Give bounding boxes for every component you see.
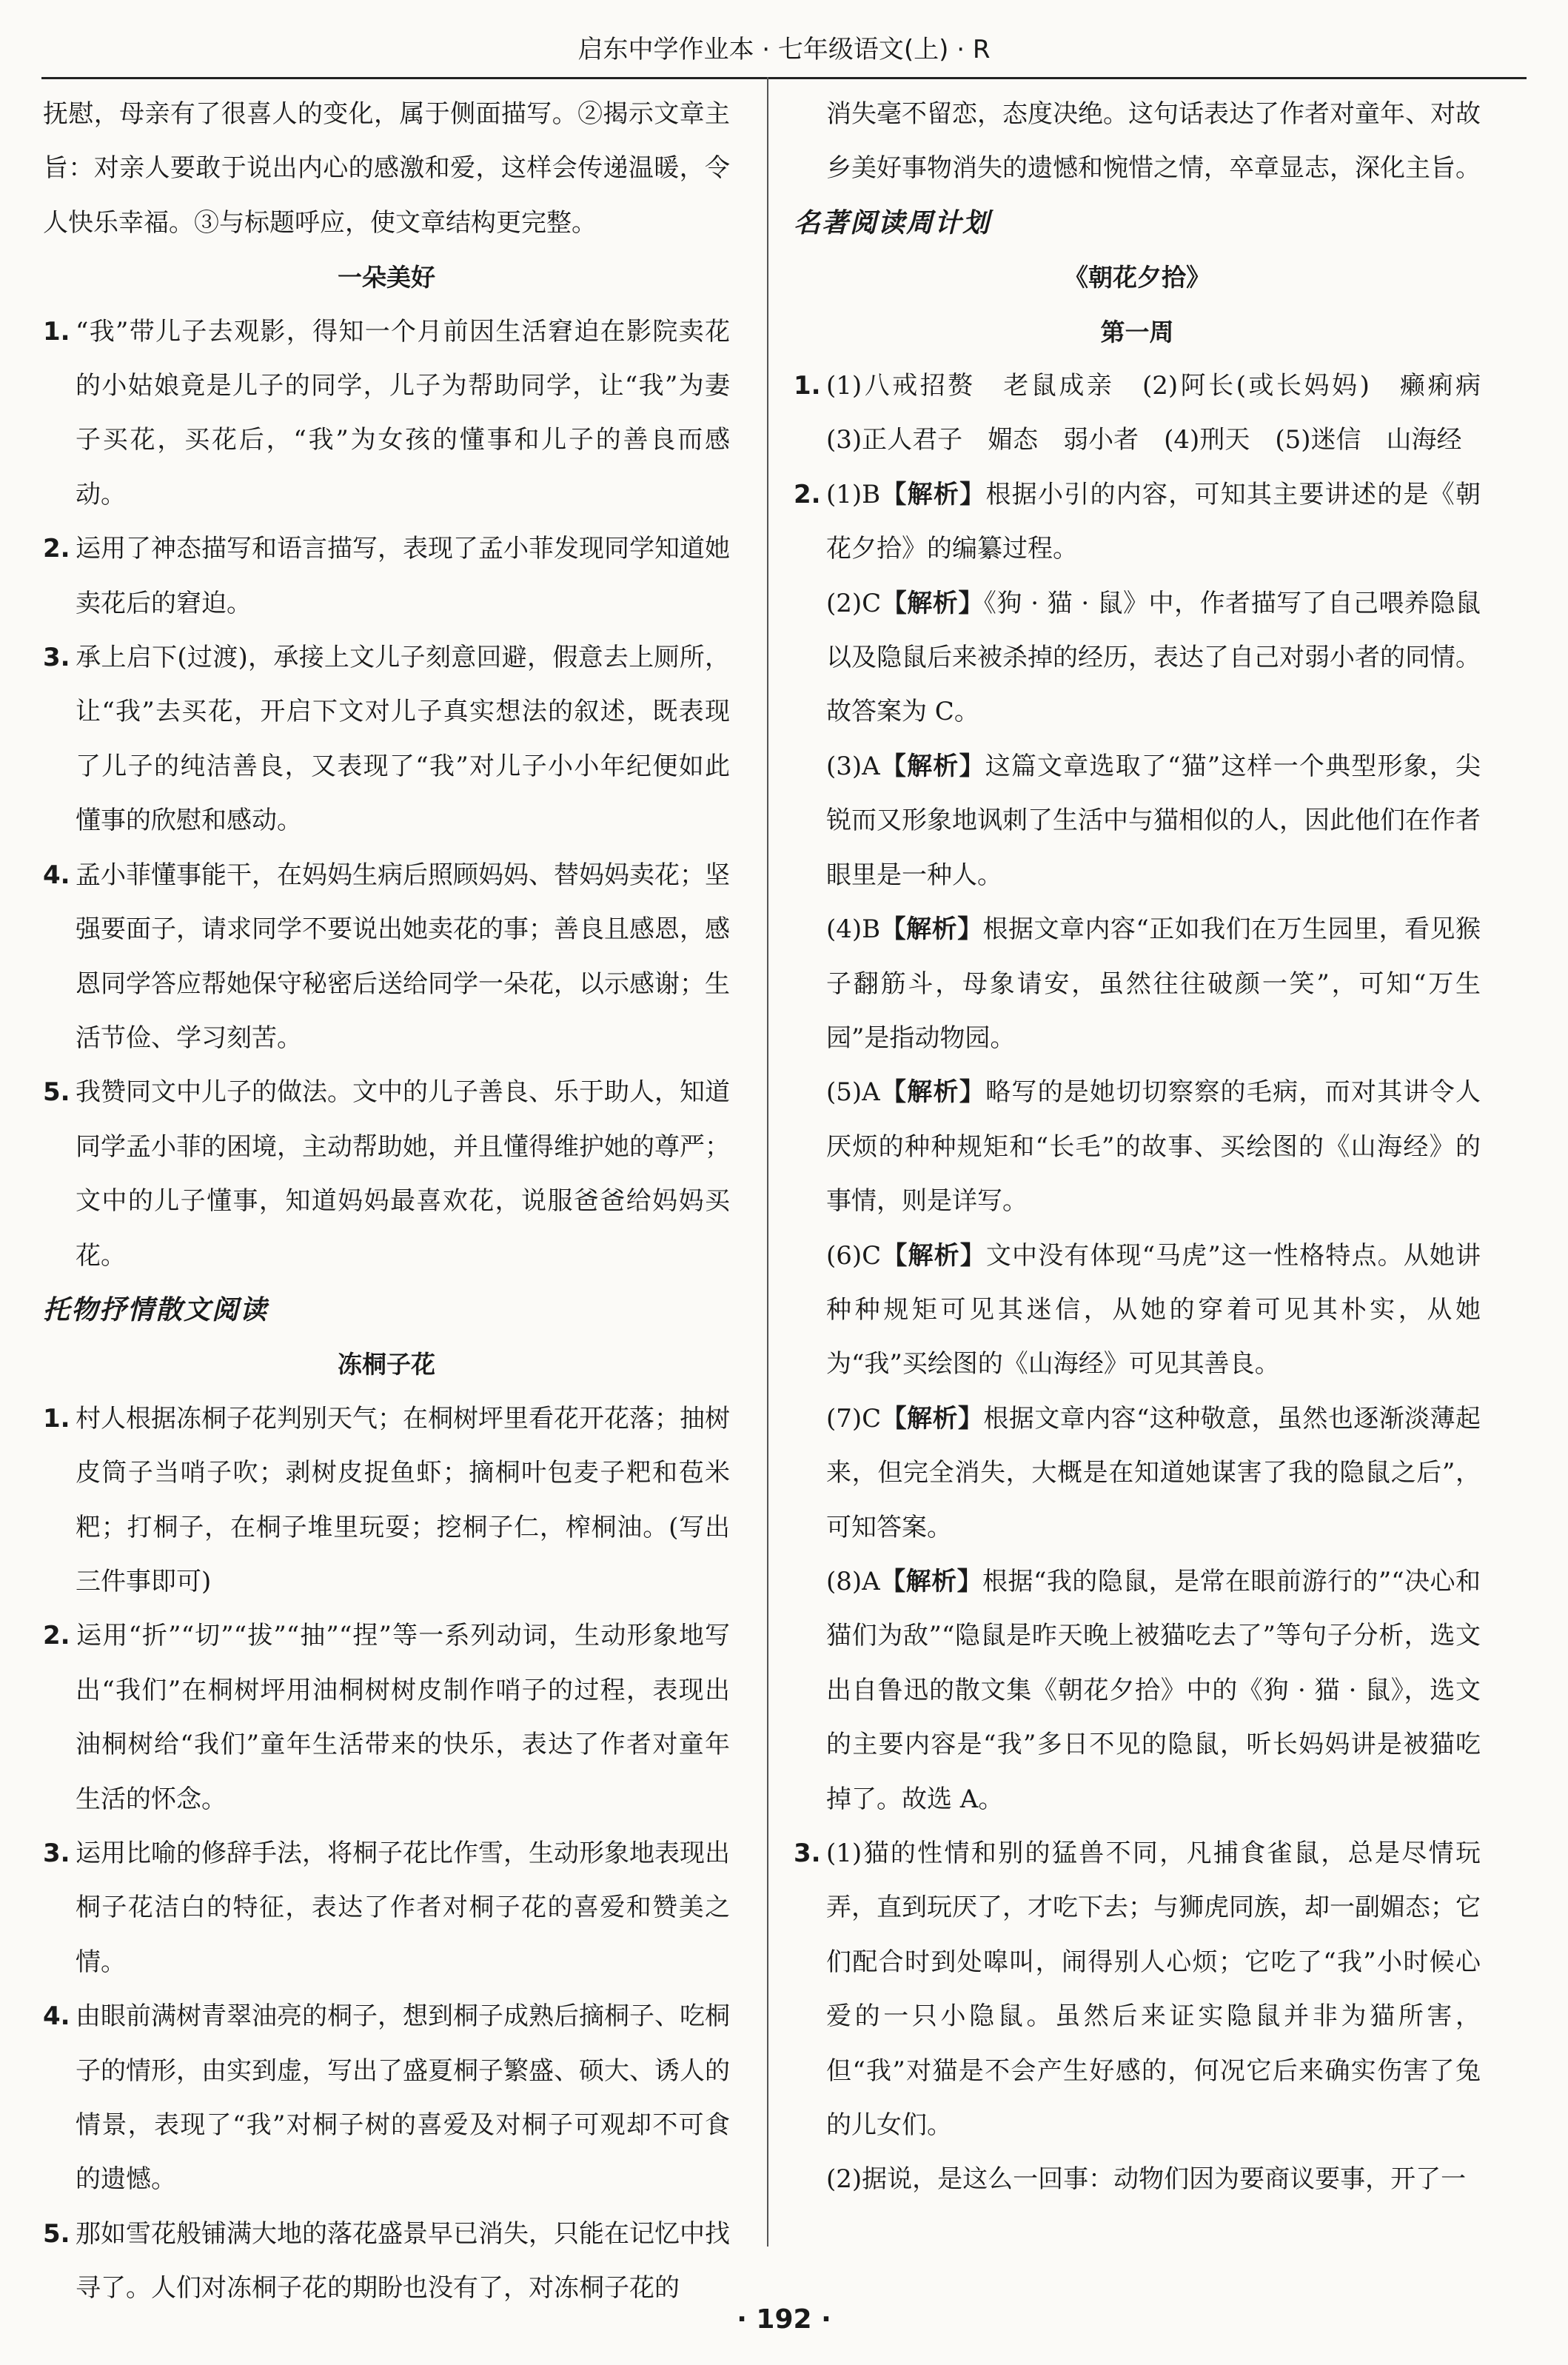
list-item: 2. 运用“折”“切”“拔”“抽”“捏”等一系列动词，生动形象地写出“我们”在桐树坪用油桐树树皮制作哨子的过程，表现出油桐树给“我们”童年生活带来的快乐，表达了作者对童年生活的怀念。 bbox=[43, 1621, 730, 1814]
page-number: · 192 · bbox=[737, 2304, 831, 2335]
sub-answer: (2)C【解析】《狗 · 猫 · 鼠》中，作者描写了自己喂养隐鼠以及隐鼠后来被杀掉的经历，表达了自己对弱小者的同情。故答案为 C。 bbox=[826, 588, 1481, 727]
section-title-yiduo-meihao: 一朵美好 bbox=[338, 263, 435, 292]
sub-answer: (8)A【解析】根据“我的隐鼠，是常在眼前游行的”“决心和猫们为敌”“隐鼠是昨天晚上被猫吃去了”等句子分析，选文出自鲁迅的散文集《朝花夕拾》中的《狗 · 猫 · 鼠》，选文的主要内容是“我”多日不见的隐鼠，听长妈妈讲是被猫吃掉了。故选 A。 bbox=[826, 1566, 1481, 1814]
list-item: 1. (1)八戒招赘 老鼠成亲 (2)阿长(或长妈妈) 癞痢病 (3)正人君子 媚态 弱小者 (4)刑天 (5)迷信 山海经 bbox=[794, 371, 1506, 455]
list-item: 1. 村人根据冻桐子花判别天气；在桐树坪里看花开花落；抽树皮筒子当哨子吹；剥树皮捉鱼虾；摘桐叶包麦子粑和苞米粑；打桐子，在桐子堆里玩耍；挖桐子仁，榨桐油。(写出三件事即可) bbox=[43, 1403, 730, 1596]
sub-answer: (2)据说，是这么一回事：动物们因为要商议要事，开了一 bbox=[826, 2164, 1467, 2195]
list-item: 2. (1)B【解析】根据小引的内容，可知其主要讲述的是《朝花夕拾》的编纂过程。 bbox=[794, 479, 1481, 564]
continued-paragraph: 消失毫不留恋，态度决绝。这句话表达了作者对童年、对故乡美好事物消失的遗憾和惋惜之情，卒章显志，深化主旨。 bbox=[826, 99, 1481, 184]
list-item: 3. 运用比喻的修辞手法，将桐子花比作雪，生动形象地表现出桐子花洁白的特征，表达了作者对桐子花的喜爱和赞美之情。 bbox=[43, 1839, 730, 1977]
left-column bbox=[43, 87, 730, 2316]
sub-answer: (6)C【解析】文中没有体现“马虎”这一性格特点。从她讲种种规矩可见其迷信，从她的穿着可见其朴实，从她为“我”买绘图的《山海经》可见其善良。 bbox=[826, 1240, 1481, 1379]
list-item: 4. 由眼前满树青翠油亮的桐子，想到桐子成熟后摘桐子、吃桐子的情形，由实到虚，写出了盛夏桐子繁盛、硕大、诱人的情景，表现了“我”对桐子树的喜爱及对桐子可观却不可食的遗憾。 bbox=[43, 2001, 730, 2195]
sub-answer: (7)C【解析】根据文章内容“这种敬意，虽然也逐渐淡薄起来，但完全消失，大概是在知道她谋害了我的隐鼠之后”，可知答案。 bbox=[826, 1403, 1481, 1542]
list-item: 3. 承上启下(过渡)，承接上文儿子刻意回避，假意去上厕所，让“我”去买花，开启下文对儿子真实想法的叙述，既表现了儿子的纯洁善良，又表现了“我”对儿子小小年纪便如此懂事的欣慰和感动。 bbox=[43, 643, 730, 836]
list-item: 1. “我”带儿子去观影，得知一个月前因生活窘迫在影院卖花的小姑娘竟是儿子的同学，儿子为帮助同学，让“我”为妻子买花，买花后，“我”为女孩的懂事和儿子的善良而感动。 bbox=[43, 316, 730, 509]
section-heading-prose: 托物抒情散文阅读 bbox=[43, 1294, 269, 1325]
sub-answer: (5)A【解析】略写的是她切切察察的毛病，而对其讲令人厌烦的种种规矩和“长毛”的故事、买绘图的《山海经》的事情，则是详写。 bbox=[826, 1077, 1481, 1217]
week-title: 第一周 bbox=[1100, 317, 1174, 347]
list-item: 5. 那如雪花般铺满大地的落花盛景早已消失，只能在记忆中找寻了。人们对冻桐子花的期盼也没有了，对冻桐子花的 bbox=[43, 2218, 730, 2304]
section-heading-classics: 名著阅读周计划 bbox=[794, 207, 991, 238]
list-item: 2. 运用了神态描写和语言描写，表现了孟小菲发现同学知道她卖花后的窘迫。 bbox=[43, 534, 730, 618]
sub-answer: (3)A【解析】这篇文章选取了“猫”这样一个典型形象，尖锐而又形象地讽刺了生活中与猫相似的人，因此他们在作者眼里是一种人。 bbox=[826, 751, 1481, 890]
intro-paragraph: 抚慰，母亲有了很喜人的变化，属于侧面描写。②揭示文章主旨：对亲人要敢于说出内心的感激和爱，这样会传递温暖，令人快乐幸福。③与标题呼应，使文章结构更完整。 bbox=[43, 99, 730, 238]
sub-answer: (4)B【解析】根据文章内容“正如我们在万生园里，看见猴子翻筋斗，母象请安，虽然往往破颜一笑”，可知“万生园”是指动物园。 bbox=[826, 914, 1481, 1053]
running-header: 启东中学作业本 · 七年级语文(上) · R bbox=[41, 22, 1527, 79]
list-item: 3. (1)猫的性情和别的猛兽不同，凡捕食雀鼠，总是尽情玩弄，直到玩厌了，才吃下去；与狮虎同族，却一副媚态；它们配合时到处嗥叫，闹得别人心烦；它吃了“我”小时候心爱的一只小隐鼠。虽然后来证实隐鼠并非为猫所害，但“我”对猫是不会产生好感的，何况它后来确实伤害了兔的儿女们。 bbox=[794, 1839, 1481, 2141]
section-title-dong-tongzihua: 冻桐子花 bbox=[338, 1350, 435, 1379]
book-title: 《朝花夕拾》 bbox=[1064, 263, 1210, 292]
list-item: 5. 我赞同文中儿子的做法。文中的儿子善良、乐于助人，知道同学孟小菲的困境，主动帮助她，并且懂得维护她的尊严；文中的儿子懂事，知道妈妈最喜欢花，说服爸爸给妈妈买花。 bbox=[43, 1077, 730, 1271]
list-item: 4. 孟小菲懂事能干，在妈妈生病后照顾妈妈、替妈妈卖花；坚强要面子，请求同学不要说出她卖花的事；善良且感恩，感恩同学答应帮她保守秘密后送给同学一朵花，以示感谢；生活节俭、学习刻苦。 bbox=[43, 860, 730, 1053]
right-column bbox=[794, 87, 1506, 2207]
column-divider bbox=[767, 77, 768, 2247]
